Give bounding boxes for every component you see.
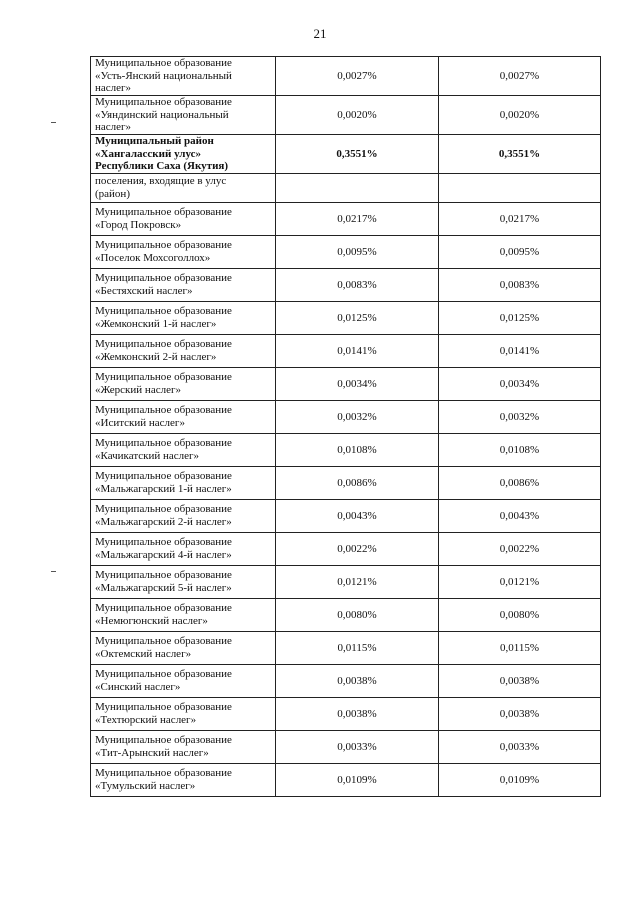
row-value-2: 0,0033% [439,731,601,764]
table-row [91,236,601,269]
row-name-line: Муниципальное образование [95,767,232,780]
row-name-line: «Техтюрский наслег» [95,714,197,726]
table-row [91,203,601,236]
row-value-1: 0,0115% [276,632,439,665]
row-value-1: 0,0022% [276,533,439,566]
row-name-line: «Мальжагарский 4-й наслег» [95,549,232,561]
row-value-1: 0,0020% [276,96,439,135]
row-name-line: «Мальжагарский 2-й наслег» [95,516,232,528]
row-value-2: 0,0108% [439,434,601,467]
row-name-line: Муниципальный район [95,135,214,148]
row-name-line: «Мальжагарский 5-й наслег» [95,582,232,594]
table-row [91,599,601,632]
row-name-line: Муниципальное образование [95,602,232,615]
row-name-cell [91,698,276,731]
row-name-line: Муниципальное образование [95,437,232,450]
row-value-1: 0,0083% [276,269,439,302]
row-name-cell [91,203,276,236]
row-name-line: Муниципальное образование [95,470,232,483]
row-name-cell [91,368,276,401]
row-name-cell [91,434,276,467]
row-name-line: «Жерский наслег» [95,384,181,396]
row-value-2: 0,0020% [439,96,601,135]
row-name-line: наслег» [95,121,132,134]
row-name-line: Муниципальное образование [95,503,232,516]
table-body [91,57,601,797]
row-name-cell [91,269,276,302]
row-name-line: Муниципальное образование [95,536,232,549]
row-name-line: «Поселок Мохсоголлох» [95,252,211,264]
row-value-1: 0,0032% [276,401,439,434]
row-value-1: 0,0038% [276,698,439,731]
page-number: 21 [313,26,327,41]
margin-tick-mark [51,122,56,123]
row-value-1: 0,0121% [276,566,439,599]
row-name-line: Муниципальное образование [95,206,232,219]
row-value-2: 0,0032% [439,401,601,434]
row-value-2: 0,0038% [439,665,601,698]
table-row [91,434,601,467]
row-value-2: 0,0125% [439,302,601,335]
row-value-2: 0,0095% [439,236,601,269]
row-name-line: «Хангаласский улус» [95,147,202,160]
row-name-line: Муниципальное образование [95,239,232,252]
row-name-line: наслег» [95,82,132,95]
row-value-1: 0,0109% [276,764,439,797]
row-name-line: «Немюгюнский наслег» [95,615,208,627]
table-row [91,500,601,533]
row-name-cell [91,599,276,632]
allocation-table [90,56,601,797]
row-value-2: 0,0027% [439,57,601,96]
row-name-cell [91,174,276,203]
table-row-subheader [91,174,601,203]
row-name-line: Муниципальное образование [95,635,232,648]
row-name-line: «Качикатский наслег» [95,450,200,462]
row-value-1: 0,0108% [276,434,439,467]
row-name-line: Муниципальное образование [95,371,232,384]
row-value-2: 0,0086% [439,467,601,500]
row-name-line: «Синский наслег» [95,681,181,693]
row-name-cell [91,500,276,533]
row-name-cell [91,764,276,797]
row-name-line: Муниципальное образование [95,272,232,285]
row-value-2: 0,0141% [439,335,601,368]
row-name-cell [91,632,276,665]
row-name-line: Муниципальное образование [95,569,232,582]
row-name-cell [91,236,276,269]
row-value-1: 0,0038% [276,665,439,698]
margin-tick-mark [51,571,56,572]
row-name-line: Муниципальное образование [95,338,232,351]
row-name-cell [91,135,276,174]
row-name-cell [91,57,276,96]
row-name-line: «Жемконский 2-й наслег» [95,351,217,363]
row-value-1: 0,0033% [276,731,439,764]
row-name-line: «Октемский наслег» [95,648,192,660]
table-row [91,368,601,401]
row-name-line: Муниципальное образование [95,701,232,714]
row-value-2: 0,0109% [439,764,601,797]
row-value-2: 0,0038% [439,698,601,731]
table-row [91,665,601,698]
row-name-line: Муниципальное образование [95,734,232,747]
table-row [91,698,601,731]
table-row [91,533,601,566]
row-value-1: 0,0141% [276,335,439,368]
table-row-district-total [91,135,601,174]
row-name-cell [91,302,276,335]
row-name-cell [91,533,276,566]
row-value-1: 0,0034% [276,368,439,401]
row-value-1: 0,3551% [276,135,439,174]
row-name-line: Муниципальное образование [95,404,232,417]
table-row [91,96,601,135]
table-row [91,269,601,302]
row-value-2: 0,0083% [439,269,601,302]
table-row [91,335,601,368]
row-value-1: 0,0125% [276,302,439,335]
row-name-line: «Мальжагарский 1-й наслег» [95,483,232,495]
row-name-line: Муниципальное образование [95,57,232,70]
row-name-line: «Усть-Янский национальный [95,69,232,82]
row-value-1: 0,0217% [276,203,439,236]
row-name-line: Республики Саха (Якутия) [95,160,229,173]
table-row [91,731,601,764]
row-value-2 [439,174,601,203]
row-value-1: 0,0080% [276,599,439,632]
table-row [91,467,601,500]
row-value-2: 0,3551% [439,135,601,174]
row-value-1: 0,0095% [276,236,439,269]
row-name-cell [91,665,276,698]
row-name-cell [91,566,276,599]
table-row [91,401,601,434]
row-name-line: «Уяндинский национальный [95,108,229,121]
row-value-2: 0,0217% [439,203,601,236]
row-value-1: 0,0043% [276,500,439,533]
row-name-line: Муниципальное образование [95,668,232,681]
row-name-line: поселения, входящие в улус [95,175,227,188]
row-value-2: 0,0080% [439,599,601,632]
row-value-1: 0,0086% [276,467,439,500]
row-name-line: «Иситский наслег» [95,417,185,429]
row-name-line: «Бестяхский наслег» [95,285,193,297]
row-name-line: «Тумульский наслег» [95,780,196,792]
row-name-line: «Жемконский 1-й наслег» [95,318,217,330]
row-name-cell [91,96,276,135]
table-row [91,566,601,599]
row-name-line: (район) [95,188,130,200]
row-value-2: 0,0034% [439,368,601,401]
row-value-2: 0,0121% [439,566,601,599]
row-value-2: 0,0043% [439,500,601,533]
table-row [91,57,601,96]
row-value-1 [276,174,439,203]
row-value-2: 0,0115% [439,632,601,665]
row-value-2: 0,0022% [439,533,601,566]
table-row [91,764,601,797]
row-name-line: Муниципальное образование [95,305,232,318]
row-value-1: 0,0027% [276,57,439,96]
row-name-line: Муниципальное образование [95,96,232,109]
row-name-cell [91,335,276,368]
table-row [91,632,601,665]
table-row [91,302,601,335]
row-name-line: «Город Покровск» [95,219,182,231]
row-name-line: «Тит-Арынский наслег» [95,747,209,759]
row-name-cell [91,401,276,434]
row-name-cell [91,731,276,764]
row-name-cell [91,467,276,500]
